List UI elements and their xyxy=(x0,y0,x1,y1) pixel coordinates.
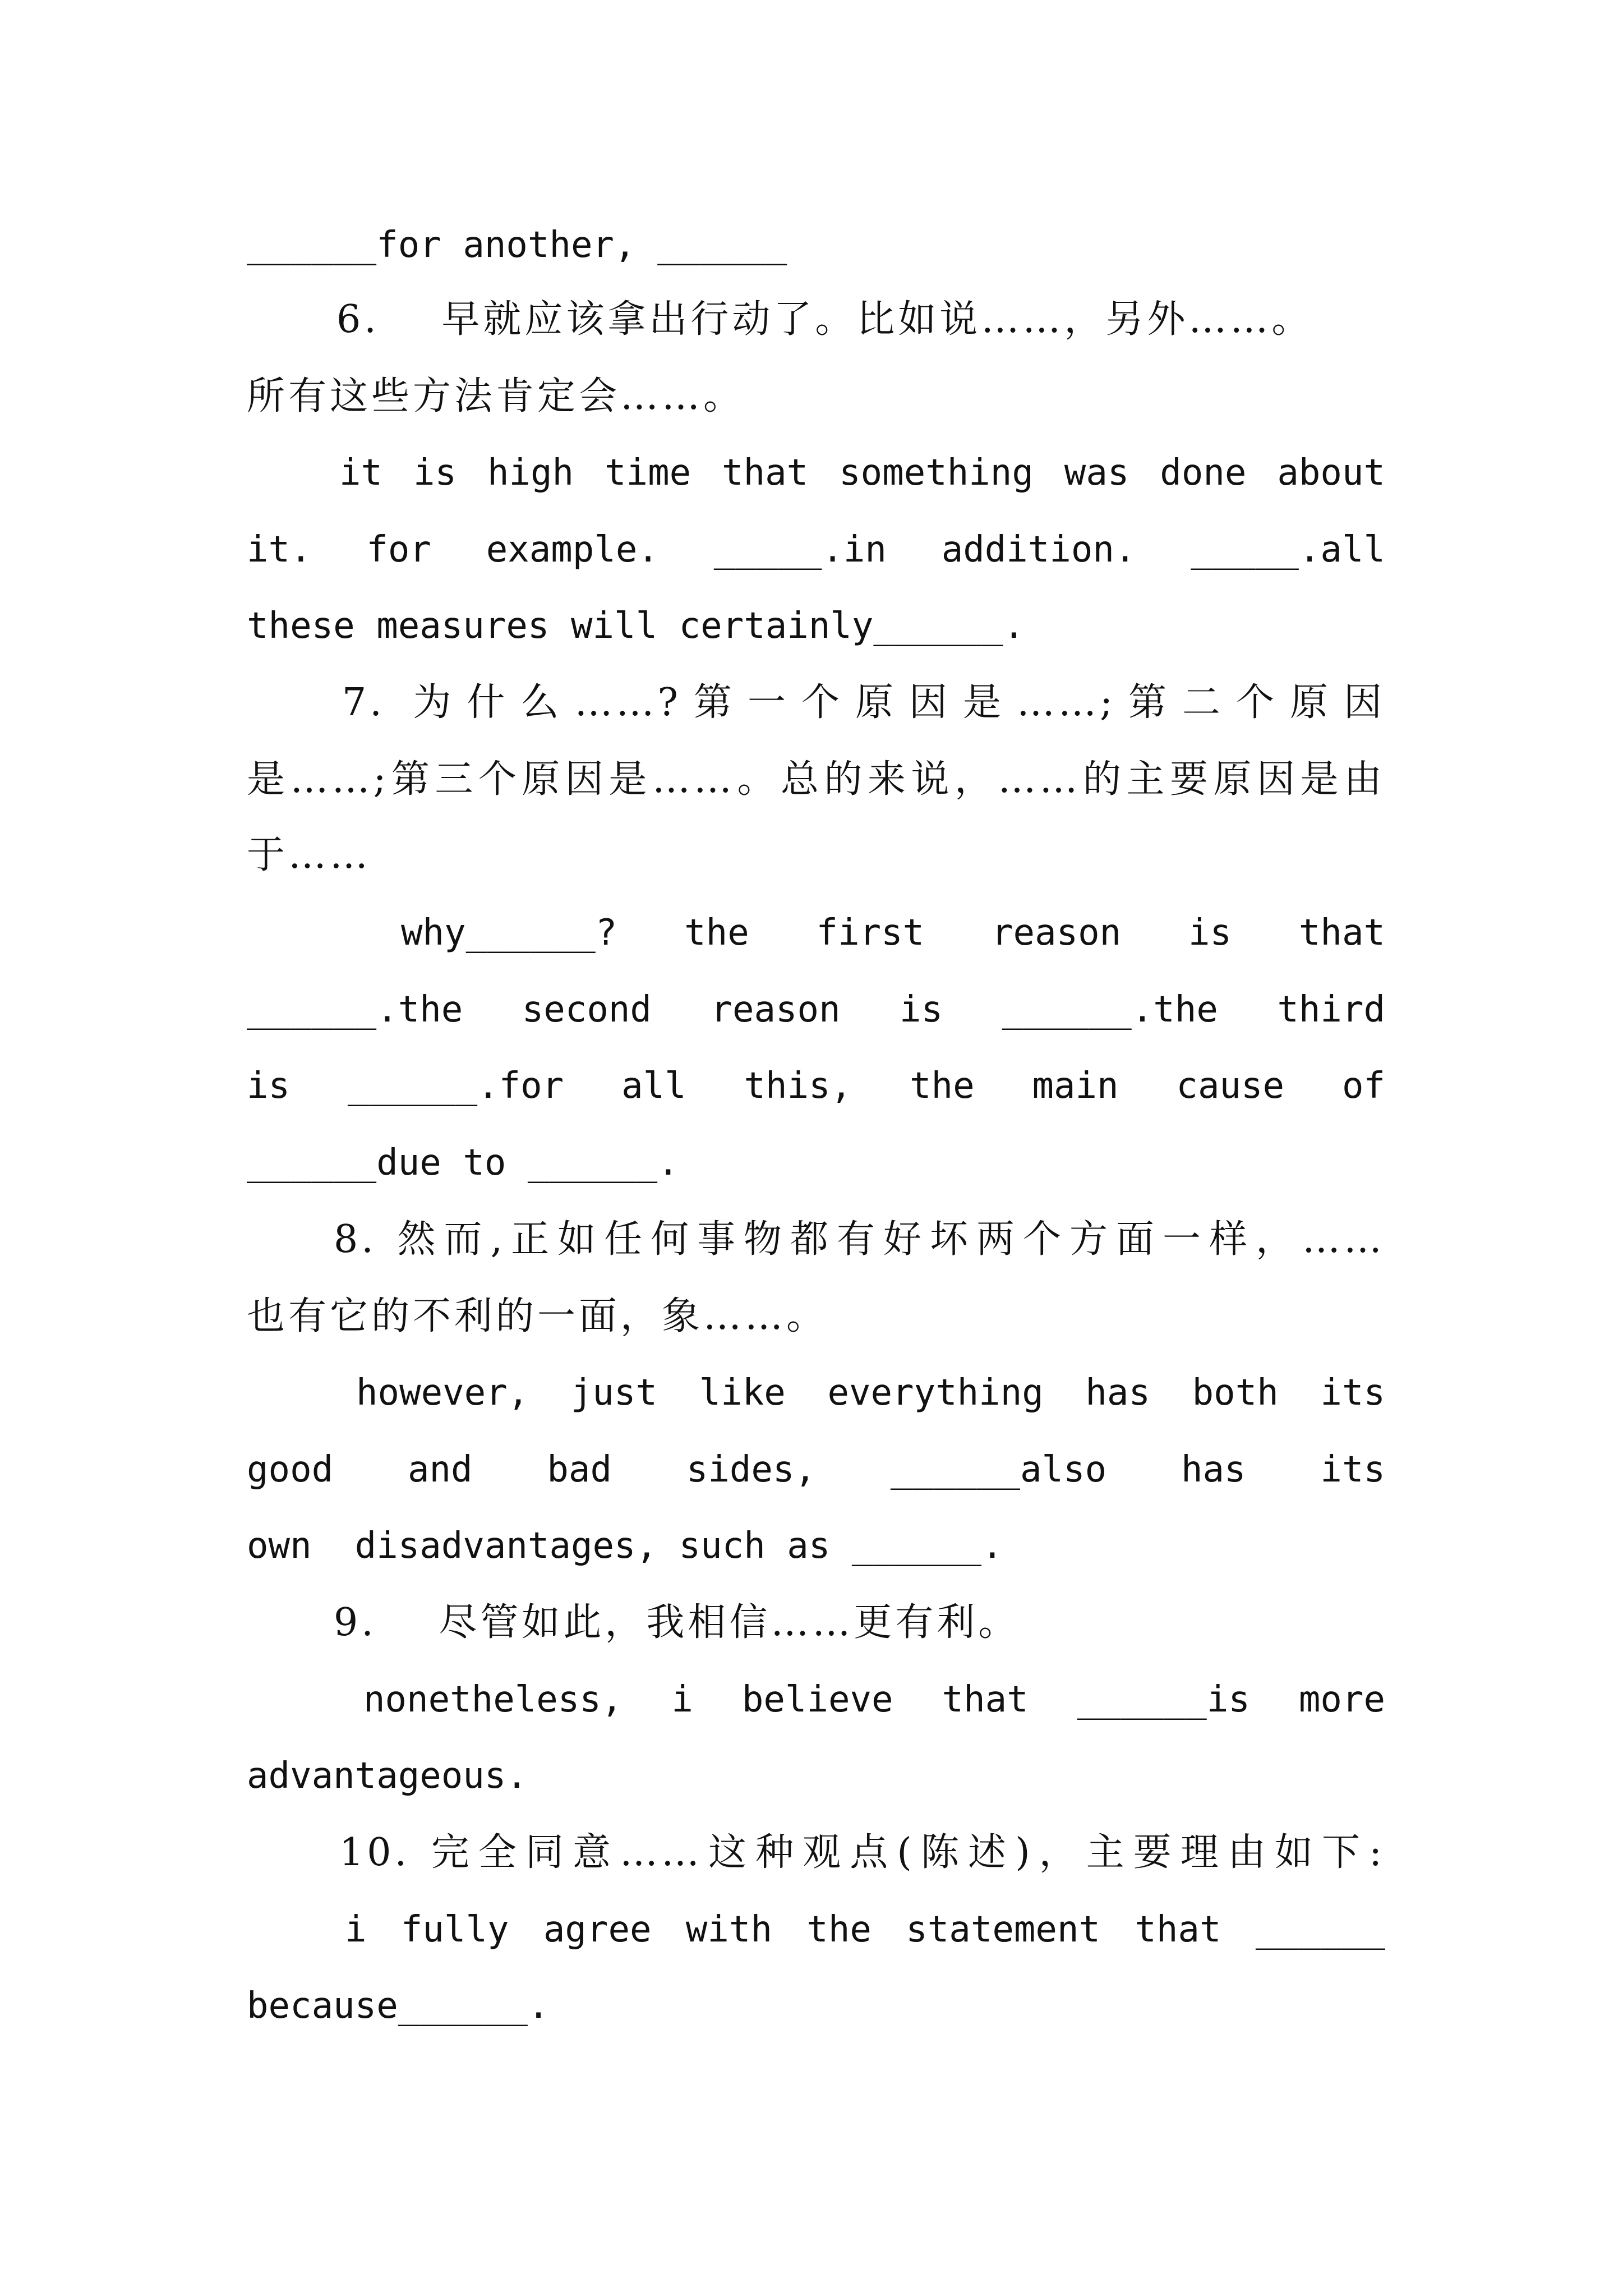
item-6-english-line-1: it is high time that something was done about xyxy=(339,452,1385,494)
item-6-chinese-line-2: 所有这些方法肯定会……。 xyxy=(247,374,745,418)
item-7-chinese-line-3: 于…… xyxy=(247,833,372,877)
item-8-chinese-line-1: 8. 然而,正如任何事物都有好坏两个方面一样，…… xyxy=(334,1217,1385,1262)
item-8-chinese-line-2: 也有它的不利的一面，象……。 xyxy=(247,1294,828,1338)
item-8-english-line-3: own disadvantages, such as ______. xyxy=(247,1525,1003,1567)
text-line-1: ______for another, ______ xyxy=(247,224,787,266)
item-10-english-line-2: because______. xyxy=(247,1985,550,2027)
item-9-english-line-2: advantageous. xyxy=(247,1755,528,1797)
item-6-chinese-line-1: 6. 早就应该拿出行动了。比如说……，另外……。 xyxy=(336,297,1313,342)
item-10-english-line-1: i fully agree with the statement that ______ xyxy=(345,1909,1385,1950)
item-8-english-line-1: however, just like everything has both its xyxy=(356,1372,1385,1414)
item-7-chinese-line-2: 是……;第三个原因是……。总的来说，……的主要原因是由 xyxy=(247,757,1385,802)
item-10-chinese-line-1: 10. 完全同意……这种观点(陈述)，主要理由如下: xyxy=(339,1830,1385,1875)
item-7-english-line-2: ______.the second reason is ______.the third xyxy=(247,989,1385,1030)
item-7-chinese-line-1: 7. 为什么……?第一个原因是……;第二个原因 xyxy=(342,680,1385,725)
item-7-english-line-1: why______? the first reason is that xyxy=(401,912,1385,954)
item-9-english-line-1: nonetheless, i believe that ______is more xyxy=(363,1679,1385,1720)
item-6-english-line-2: it. for example. _____.in addition. _____.all xyxy=(247,529,1385,570)
item-8-english-line-2: good and bad sides, ______also has its xyxy=(247,1449,1385,1490)
item-6-english-line-3: these measures will certainly______. xyxy=(247,605,1025,647)
item-7-english-line-4: ______due to ______. xyxy=(247,1142,679,1184)
item-7-english-line-3: is ______.for all this, the main cause of xyxy=(247,1065,1385,1107)
item-9-chinese-line-1: 9. 尽管如此，我相信……更有利。 xyxy=(334,1600,1020,1645)
